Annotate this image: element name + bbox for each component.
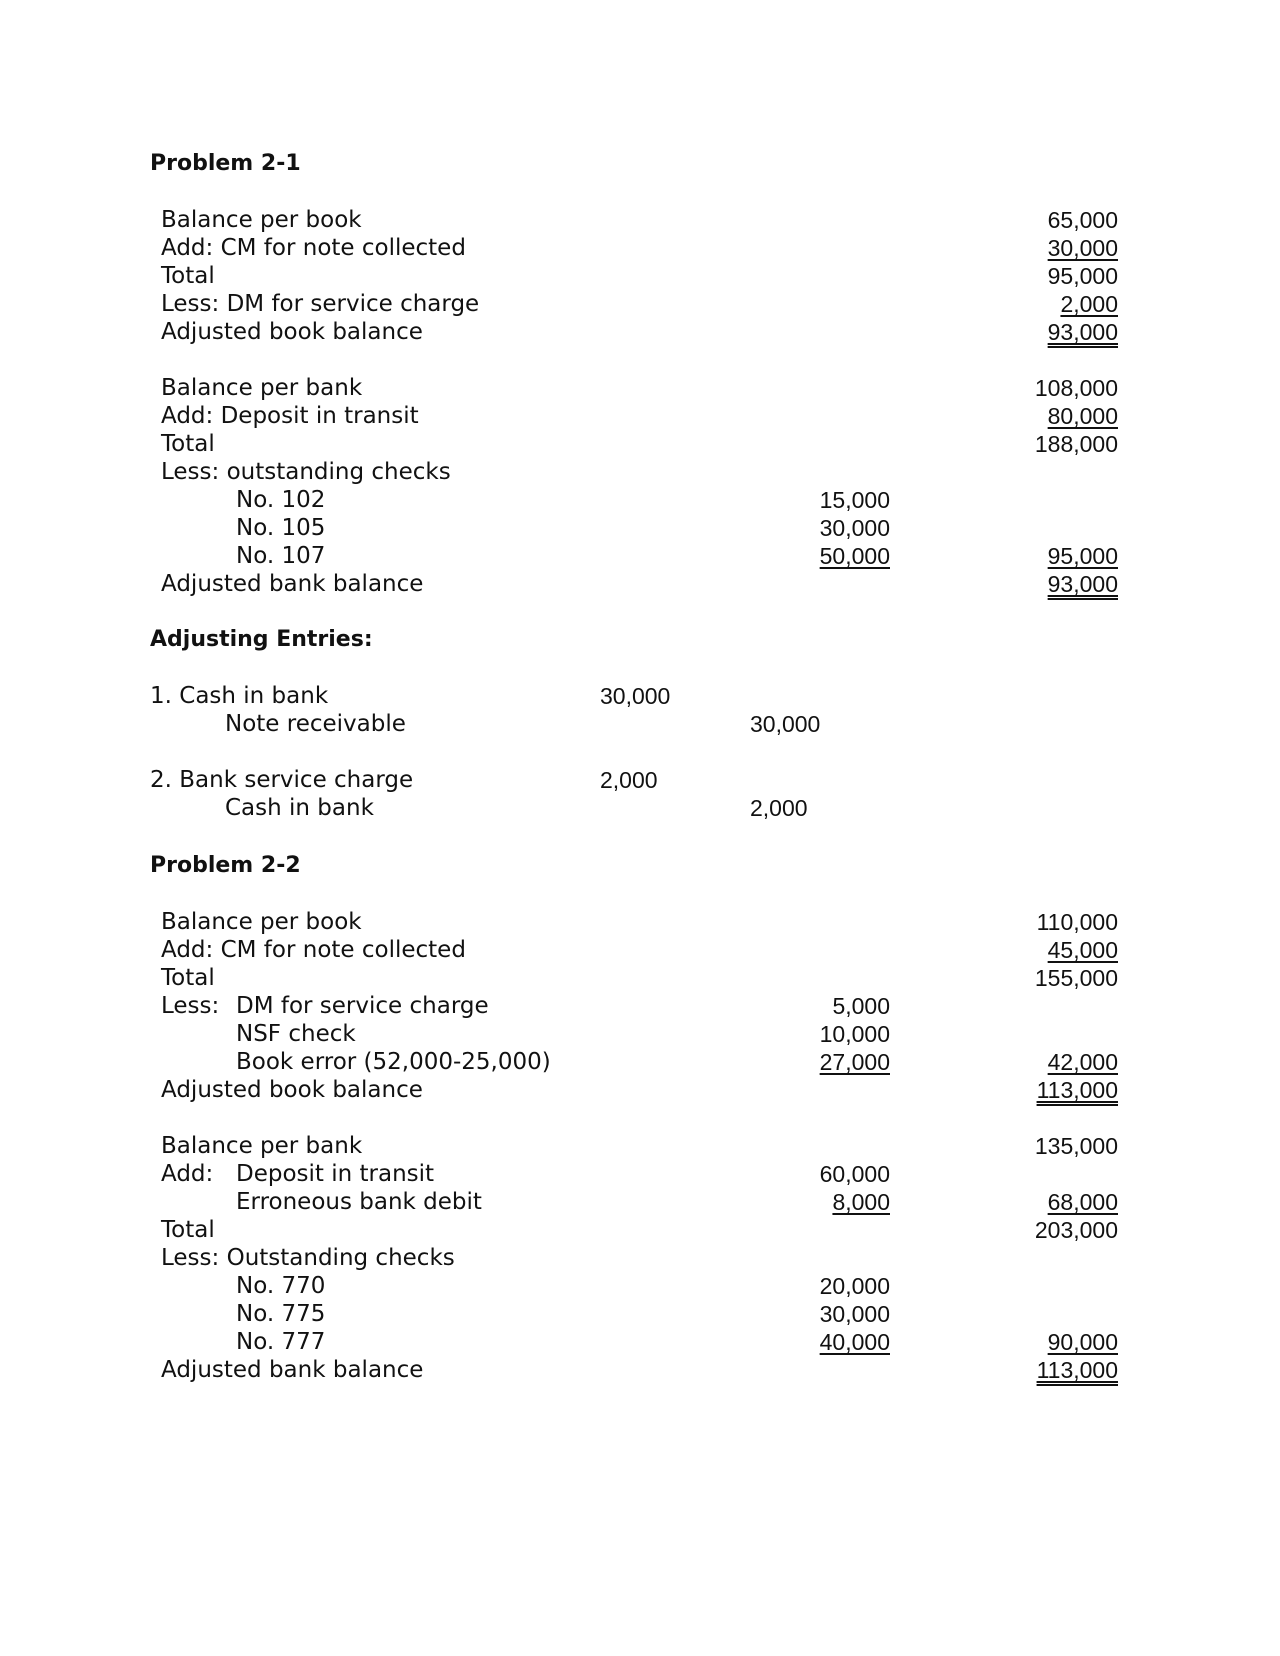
problem-2-2-title: Problem 2-2 (150, 853, 301, 878)
check-amount: 15,000 (819, 487, 890, 513)
add-total-amount: 68,000 (1047, 1189, 1118, 1215)
less-item-label: Book error (52,000-25,000) (236, 1049, 551, 1075)
entry-debit-label: 2. Bank service charge (150, 767, 414, 793)
add-item-amount: 8,000 (832, 1189, 890, 1215)
cm-note-amount: 45,000 (1047, 937, 1118, 963)
adjusting-entries-title: Adjusting Entries: (150, 627, 373, 652)
book-balance-label: Balance per book (161, 207, 362, 233)
bank-total-label: Total (161, 431, 215, 457)
bank-balance-amount: 135,000 (1034, 1133, 1118, 1159)
check-label: No. 107 (236, 543, 326, 569)
book-total-label: Total (161, 965, 215, 991)
entry-credit-amount: 2,000 (750, 795, 808, 821)
less-item-amount: 10,000 (819, 1021, 890, 1047)
add-item-label: Deposit in transit (236, 1161, 435, 1187)
checks-total-amount: 95,000 (1047, 543, 1118, 569)
deposit-transit-amount: 80,000 (1047, 403, 1118, 429)
bank-total-amount: 203,000 (1034, 1217, 1118, 1243)
adjusted-bank-label: Adjusted bank balance (161, 571, 424, 597)
problem-2-1-title: Problem 2-1 (150, 151, 301, 176)
less-item-label: DM for service charge (236, 993, 489, 1019)
check-label: No. 770 (236, 1273, 326, 1299)
cm-note-label: Add: CM for note collected (161, 937, 466, 963)
checks-total-amount: 90,000 (1047, 1329, 1118, 1355)
outstanding-checks-label: Less: outstanding checks (161, 459, 451, 485)
entry-credit-amount: 30,000 (750, 711, 821, 737)
book-balance-label: Balance per book (161, 909, 362, 935)
entry-debit-amount: 30,000 (600, 683, 671, 709)
entry-debit-amount: 2,000 (600, 767, 658, 793)
deposit-transit-label: Add: Deposit in transit (161, 403, 419, 429)
bank-balance-label: Balance per bank (161, 1133, 363, 1159)
less-item-label: NSF check (236, 1021, 356, 1047)
entry-debit-label: 1. Cash in bank (150, 683, 329, 709)
book-total-amount: 95,000 (1047, 263, 1118, 289)
adjusted-book-label: Adjusted book balance (161, 1077, 423, 1103)
outstanding-checks-label: Less: Outstanding checks (161, 1245, 455, 1271)
dm-service-amount: 2,000 (1060, 291, 1118, 317)
add-label: Add: (161, 1161, 214, 1187)
book-total-label: Total (161, 263, 215, 289)
cm-note-amount: 30,000 (1047, 235, 1118, 261)
check-label: No. 105 (236, 515, 326, 541)
bank-balance-amount: 108,000 (1034, 375, 1118, 401)
cm-note-label: Add: CM for note collected (161, 235, 466, 261)
entry-credit-label: Note receivable (225, 711, 406, 737)
check-amount: 30,000 (819, 515, 890, 541)
adjusted-book-label: Adjusted book balance (161, 319, 423, 345)
check-label: No. 102 (236, 487, 326, 513)
less-item-amount: 5,000 (832, 993, 890, 1019)
dm-service-label: Less: DM for service charge (161, 291, 480, 317)
adjusted-bank-label: Adjusted bank balance (161, 1357, 424, 1383)
add-item-label: Erroneous bank debit (236, 1189, 482, 1215)
bank-balance-label: Balance per bank (161, 375, 363, 401)
less-label: Less: (161, 993, 220, 1019)
add-item-amount: 60,000 (819, 1161, 890, 1187)
less-total-amount: 42,000 (1047, 1049, 1118, 1075)
book-total-amount: 155,000 (1034, 965, 1118, 991)
check-amount: 30,000 (819, 1301, 890, 1327)
check-amount: 40,000 (819, 1329, 890, 1355)
adjusted-book-amount: 93,000 (1047, 319, 1118, 345)
adjusted-book-amount: 113,000 (1036, 1077, 1118, 1103)
check-amount: 50,000 (819, 543, 890, 569)
adjusted-bank-amount: 93,000 (1047, 571, 1118, 597)
less-item-amount: 27,000 (819, 1049, 890, 1075)
entry-credit-label: Cash in bank (225, 795, 374, 821)
check-label: No. 775 (236, 1301, 326, 1327)
bank-total-label: Total (161, 1217, 215, 1243)
book-balance-amount: 65,000 (1047, 207, 1118, 233)
check-amount: 20,000 (819, 1273, 890, 1299)
bank-total-amount: 188,000 (1034, 431, 1118, 457)
check-label: No. 777 (236, 1329, 326, 1355)
book-balance-amount: 110,000 (1036, 909, 1118, 935)
adjusted-bank-amount: 113,000 (1036, 1357, 1118, 1383)
